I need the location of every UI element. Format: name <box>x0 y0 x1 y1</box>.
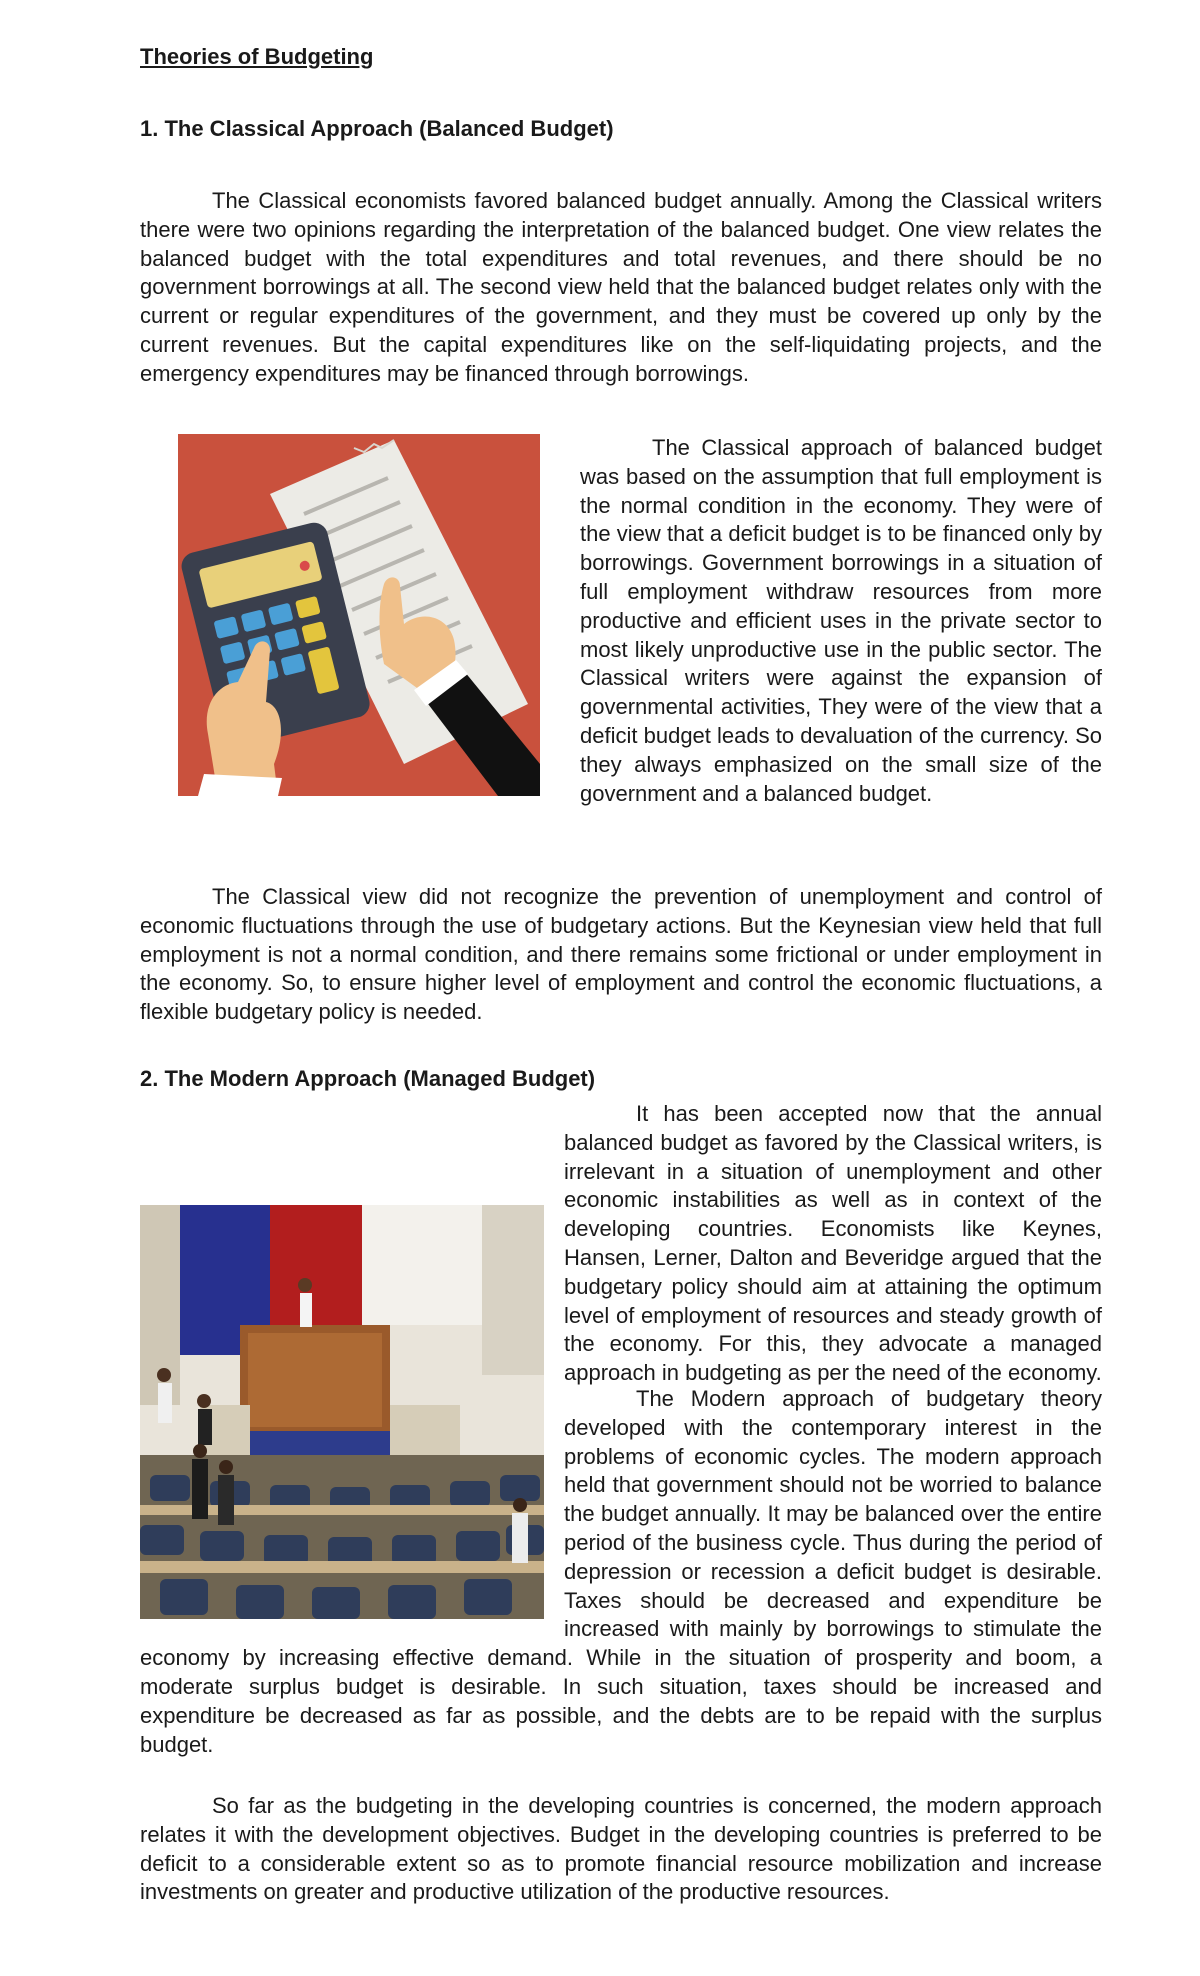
document-title: Theories of Budgeting <box>140 44 374 69</box>
figure-1-float-spacer <box>140 434 580 796</box>
section-1-heading: 1. The Classical Approach (Balanced Budget) <box>140 116 614 141</box>
section-1-paragraph-3: The Classical view did not recognize the prevention of unemployment and control of economic fluctuations through the use of budgetary actions. But the Keynesian view held that full employment is not a normal condition, and there remains some frictional or under employment in the economy. So, to ensure higher level of employment and control the economic fluctuations, a flexible budgetary policy is needed. <box>140 884 1102 1025</box>
section-1-paragraph-2-block <box>140 434 1102 806</box>
section-2-heading: 2. The Modern Approach (Managed Budget) <box>140 1066 596 1091</box>
section-1-paragraph-2: The Classical approach of balanced budget was based on the assumption that full employment is the normal condition in the economy. They were of the view that a deficit budget is to be financed only by borrowings. Government borrowings in a situation of full employment withdraw resources from more productive and efficient uses in the private sector to most likely unproductive use in the public sector. The Classical writers were against the expansion of governmental activities, They were of the view that a deficit budget leads to devaluation of the currency. So they always emphasized on the small size of the government and a balanced budget. <box>580 435 1102 806</box>
document-page <box>140 0 1102 1976</box>
section-2-paragraph-2-block <box>140 1385 1102 1759</box>
section-1-paragraph-3-block <box>140 883 1102 1027</box>
section-1-paragraph-1-block <box>140 187 1102 389</box>
section-2-paragraph-3-block <box>140 1792 1102 1907</box>
section-2-paragraph-2: The Modern approach of budgetary theory developed with the contemporary interest in the problems of economic cycles. The modern approach held that government should not be worried to balance the budget annually. It may be balanced over the entire period of the business cycle. Thus during the period of depression or recession a deficit budget is desirable. Taxes should be decreased and expenditure be increased with mainly by borrowings to stimulate the economy by increasing effective demand. While in the situation of prosperity and boom, a moderate surplus budget is desirable. In such situation, taxes should be increased and expenditure be decreased as far as possible, and the debts are to be repaid with the surplus budget. <box>140 1386 1102 1757</box>
section-2-paragraph-1: It has been accepted now that the annual balanced budget as favored by the Classical writers, is irrelevant in a situation of unemployment and other economic instabilities as well as in context of the developing countries. Economists like Keynes, Hansen, Lerner, Dalton and Beveridge argued that the budgetary policy should aim at attaining the optimum level of employment of resources and steady growth of the economy. For this, they advocate a managed approach in budgeting as per the need of the economy. <box>564 1101 1102 1386</box>
section-2-paragraph-3: So far as the budgeting in the developing countries is concerned, the modern approach relates it with the development objectives. Budget in the developing countries is preferred to be deficit to a considerable extent so as to promote financial resource mobilization and increase investments on greater and productive utilization of the productive resources. <box>140 1793 1102 1905</box>
figure-2-float-spacer-2 <box>140 1385 564 1619</box>
section-1-paragraph-1: The Classical economists favored balanced budget annually. Among the Classical writers there were two opinions regarding the interpretation of the balanced budget. One view relates the balanced budget with the total expenditures and total revenues, and there should be no government borrowings at all. The second view held that the balanced budget relates only with the current or regular expenditures of the government, and they must be covered up only by the current revenues. But the capital expenditures like on the self-liquidating projects, and the emergency expenditures may be financed through borrowings. <box>140 188 1102 386</box>
